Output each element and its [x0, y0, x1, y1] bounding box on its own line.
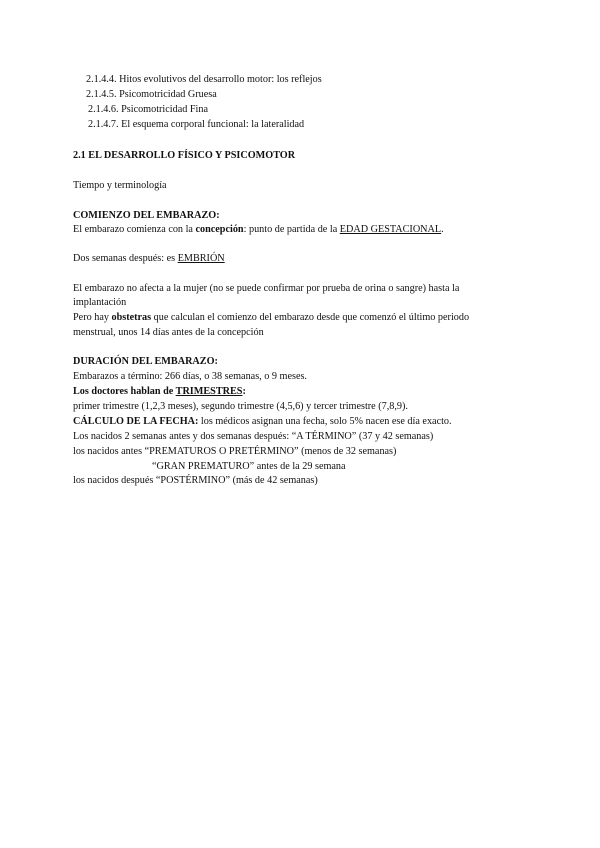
comienzo-line: El embarazo comienza con la concepción: punto de partida de la EDAD GESTACIONAL.	[73, 224, 444, 235]
toc-item: 2.1.4.5. Psicomotricidad Gruesa	[86, 89, 217, 100]
duracion-line: primer trimestre (1,2,3 meses), segundo trimestre (4,5,6) y tercer trimestre (7,8,9).	[73, 401, 408, 412]
embrion-term: EMBRIÓN	[177, 253, 225, 264]
section-title: 2.1 EL DESARROLLO FÍSICO Y PSICOMOTOR	[73, 150, 296, 161]
duracion-line: Embarazos a término: 266 días, o 38 semanas, o 9 meses.	[73, 371, 307, 382]
comienzo-line: Dos semanas después: es EMBRIÓN	[73, 253, 225, 264]
duracion-heading: DURACIÓN DEL EMBARAZO:	[73, 356, 218, 367]
duracion-line: CÁLCULO DE LA FECHA: los médicos asignan una fecha, solo 5% nacen ese día exacto.	[73, 416, 452, 427]
comienzo-line: menstrual, unos 14 días antes de la concepción	[73, 327, 264, 338]
toc-item: 2.1.4.6. Psicomotricidad Fina	[88, 104, 208, 115]
duracion-line: los nacidos antes “PREMATUROS O PRETÉRMINO” (menos de 32 semanas)	[73, 446, 397, 457]
toc-item: 2.1.4.4. Hitos evolutivos del desarrollo motor: los reflejos	[86, 74, 322, 85]
edad-gestacional-term: EDAD GESTACIONAL	[339, 224, 442, 235]
duracion-line: Los nacidos 2 semanas antes y dos semanas después: “A TÉRMINO” (37 y 42 semanas)	[73, 431, 434, 442]
toc-item: 2.1.4.7. El esquema corporal funcional: la lateralidad	[88, 119, 305, 130]
comienzo-line: El embarazo no afecta a la mujer (no se puede confirmar por prueba de orina o sangre) hasta la	[73, 283, 460, 294]
duracion-line: los nacidos después “POSTÉRMINO” (más de 42 semanas)	[73, 475, 318, 486]
comienzo-line: implantación	[73, 297, 127, 308]
subtitle: Tiempo y terminología	[73, 180, 167, 191]
trimestres-term: TRIMESTRES	[175, 386, 243, 397]
duracion-line: Los doctores hablan de TRIMESTRES:	[73, 386, 246, 397]
duracion-line: “GRAN PREMATURO” antes de la 29 semana	[152, 461, 346, 472]
comienzo-heading: COMIENZO DEL EMBARAZO:	[73, 210, 220, 221]
comienzo-line: Pero hay obstetras que calculan el comienzo del embarazo desde que comenzó el último periodo	[73, 312, 470, 323]
